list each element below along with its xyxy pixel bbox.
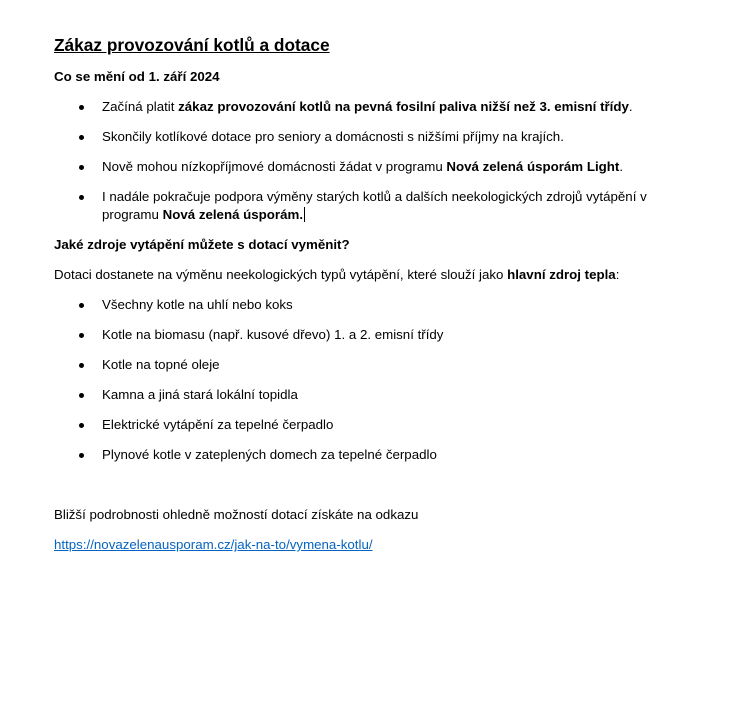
list-item <box>54 128 694 146</box>
intro-text-end: : <box>615 267 620 282</box>
list-item <box>54 386 694 404</box>
section-heading-changes: Co se mění od 1. září 2024 <box>54 69 220 84</box>
item-bold: Nová zelená úsporám Light <box>446 159 620 174</box>
bullet-icon <box>79 195 84 200</box>
item-bold: Nová zelená úsporám. <box>162 207 304 222</box>
item-bold: zákaz provozování kotlů na pevná fosilní paliva nižší než 3. emisní třídy <box>178 99 629 114</box>
item-text-end: . <box>628 99 633 114</box>
item-text: Kamna a jiná stará lokální topidla <box>102 387 298 402</box>
section-heading-sources: Jaké zdroje vytápění můžete s dotací vyměnit? <box>54 237 350 252</box>
list-item <box>54 98 694 116</box>
bullet-icon <box>79 453 84 458</box>
list-item <box>54 416 694 434</box>
item-text: Všechny kotle na uhlí nebo koks <box>102 297 293 312</box>
item-text: I nadále pokračuje podpora výměny starých kotlů a dalších neekologických zdrojů vytápění v programu <box>102 189 647 222</box>
list-item <box>54 356 694 374</box>
bullet-icon <box>79 303 84 308</box>
intro-bold: hlavní zdroj tepla <box>507 267 616 282</box>
bullet-icon <box>79 393 84 398</box>
list-item <box>54 188 694 224</box>
list-item <box>54 326 694 344</box>
bullet-icon <box>79 363 84 368</box>
text-cursor <box>304 207 305 222</box>
item-text: Kotle na biomasu (např. kusové dřevo) 1. a 2. emisní třídy <box>102 327 444 342</box>
sources-intro <box>54 266 694 284</box>
item-text: Začíná platit <box>102 99 179 114</box>
item-text-end: . <box>619 159 624 174</box>
bullet-icon <box>79 135 84 140</box>
bullet-icon <box>79 423 84 428</box>
list-item <box>54 158 694 176</box>
document-title: Zákaz provozování kotlů a dotace <box>54 35 330 55</box>
list-item <box>54 296 694 314</box>
bullet-icon <box>79 105 84 110</box>
item-text: Elektrické vytápění za tepelné čerpadlo <box>102 417 334 432</box>
item-text: Skončily kotlíkové dotace pro seniory a domácnosti s nižšími příjmy na krajích. <box>102 129 564 144</box>
list-item <box>54 446 694 464</box>
program-link[interactable]: https://novazelenausporam.cz/jak-na-to/vymena-kotlu/ <box>54 537 373 552</box>
footer-text: Bližší podrobnosti ohledně možností dotací získáte na odkazu <box>54 507 419 522</box>
intro-text: Dotaci dostanete na výměnu neekologických typů vytápění, které slouží jako <box>54 267 508 282</box>
item-text: Kotle na topné oleje <box>102 357 220 372</box>
bullet-icon <box>79 333 84 338</box>
bullet-icon <box>79 165 84 170</box>
empty-paragraph <box>54 464 694 494</box>
changes-list <box>54 98 694 224</box>
document-page <box>54 34 694 554</box>
item-text: Plynové kotle v zateplených domech za tepelné čerpadlo <box>102 447 437 462</box>
item-text: Nově mohou nízkopříjmové domácnosti žádat v programu <box>102 159 447 174</box>
sources-list <box>54 296 694 464</box>
